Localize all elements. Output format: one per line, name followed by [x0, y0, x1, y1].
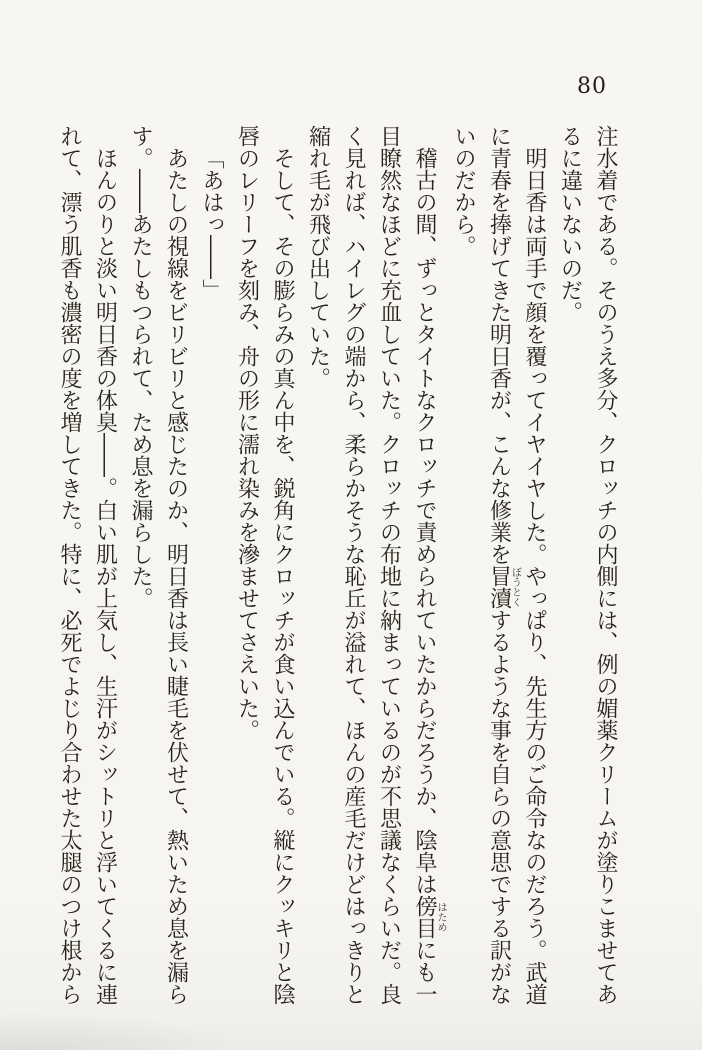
- vertical-body-text: [52, 125, 624, 1011]
- paragraph: 稽古の間、ずっとタイトなクロッチで責められていたからだろうか、陰阜は傍目はためにも一目瞭然なほどに充血していた。クロッチの布地に納まっているのが不思議なくらいだ。良く見れば、ハイレグの端から、柔らかそうな恥丘が溢れて、ほんの産毛だけどはっきりと縮れ毛が飛び出していた。: [305, 125, 446, 1005]
- page-number: 80: [577, 74, 607, 99]
- paragraph: ほんのりと淡い明日香の体臭――。白い肌が上気し、生汗がシットリと浮いてくるに連れて、漂う肌香も濃密の度を増してきた。特に、必死でよじり合わせた太腿のつけ根から: [57, 125, 118, 1005]
- paragraph: 「あはっ――」: [199, 147, 224, 301]
- paragraph: 注水着である。そのうえ多分、クロッチの内側には、例の媚薬クリームが塗りこませてあるに違いないのだ。: [557, 125, 618, 1005]
- paragraph: 明日香は両手で顔を覆ってイヤイヤした。やっぱり、先生方のご命令なのだろう。武道に青春を捧げてきた明日香が、こんな修業を冒瀆ぼうとくするような事を自らの意思でする訳がないのだから。: [451, 125, 547, 1005]
- furigana-ruby: 冒瀆ぼうとく: [486, 565, 521, 609]
- scan-shadow-artifact: [0, 1010, 240, 1050]
- paragraph: あたしの視線をビリビリと感じたのか、明日香は長い睫毛を伏せて、熱いため息を漏らす。――あたしもつられて、ため息を漏らした。: [128, 125, 189, 1005]
- furigana-ruby: 傍目はため: [412, 895, 446, 939]
- paragraph: そして、その膨らみの真ん中を、鋭角にクロッチが食い込んでいる。縦にクッキリと陰唇のレリーフを刻み、舟の形に濡れ染みを滲ませてさえいた。: [234, 125, 295, 1005]
